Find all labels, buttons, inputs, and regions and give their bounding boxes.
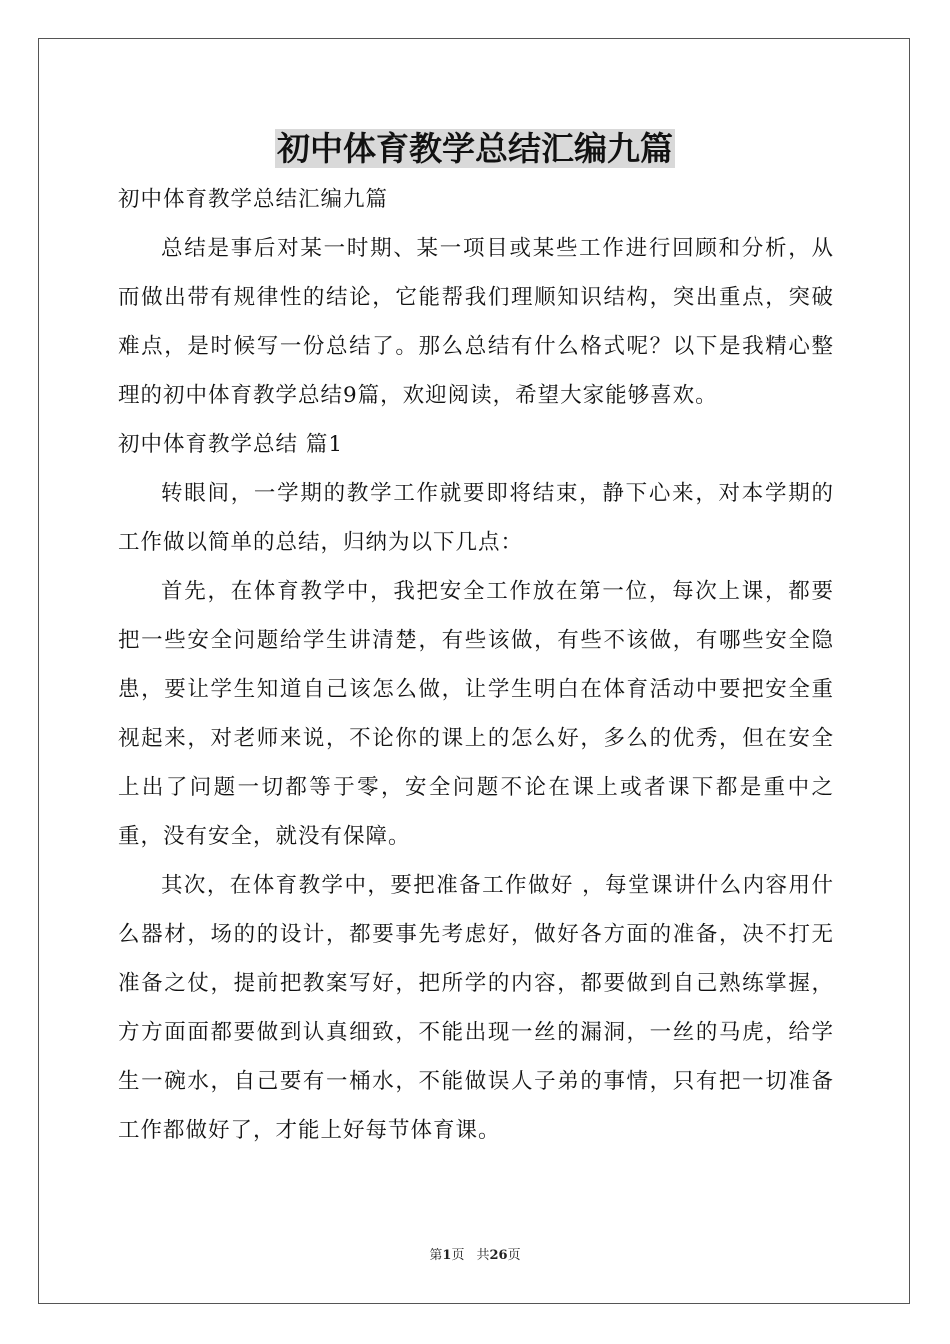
document-title (0, 126, 950, 172)
page-prefix: 第 (429, 1248, 443, 1263)
subtitle-heading: 初中体育教学总结汇编九篇 (118, 187, 389, 212)
section-heading: 初中体育教学总结 篇1 (118, 432, 344, 457)
total-prefix: 共 (476, 1248, 490, 1263)
document-title-text: 初中体育教学总结汇编九篇 (277, 129, 673, 168)
body-paragraph: 其次，在体育教学中，要把准备工作做好 ，每堂课讲什么内容用什么器材，场的的设计，都要事先考虑好，做好各方面的准备，决不打无准备之仗，提前把教案写好，把所学的内容，都要做到自己熟练掌握，方方面面都要做到认真细致，不能出现一丝的漏洞，一丝的马虎，给学生一碗水，自己要有一桶水，不能做误人子弟的事情，只有把一切准备工作都做好了，才能上好每节体育课。 (118, 873, 834, 1143)
body-paragraph: 首先，在体育教学中，我把安全工作放在第一位，每次上课，都要把一些安全问题给学生讲清楚，有些该做，有些不该做，有哪些安全隐患，要让学生知道自己该怎么做，让学生明白在体育活动中要把安全重视起来，对老师来说，不论你的课上的怎么好，多么的优秀，但在安全上出了问题一切都等于零，安全问题不论在课上或者课下都是重中之重，没有安全，就没有保障。 (118, 579, 834, 849)
intro-paragraph: 总结是事后对某一时期、某一项目或某些工作进行回顾和分析，从而做出带有规律性的结论，它能帮我们理顺知识结构，突出重点，突破难点，是时候写一份总结了。那么总结有什么格式呢？以下是我精心整理的初中体育教学总结9篇，欢迎阅读，希望大家能够喜欢。 (118, 236, 834, 408)
document-body (118, 175, 834, 1155)
body-paragraph: 转眼间，一学期的教学工作就要即将结束，静下心来，对本学期的工作做以简单的总结，归纳为以下几点： (118, 481, 834, 555)
total-suffix: 页 (507, 1248, 521, 1263)
page-total-number: 26 (489, 1248, 508, 1263)
page-footer (0, 1247, 950, 1265)
page-current-number: 1 (442, 1248, 452, 1263)
page-suffix: 页 (451, 1248, 465, 1263)
